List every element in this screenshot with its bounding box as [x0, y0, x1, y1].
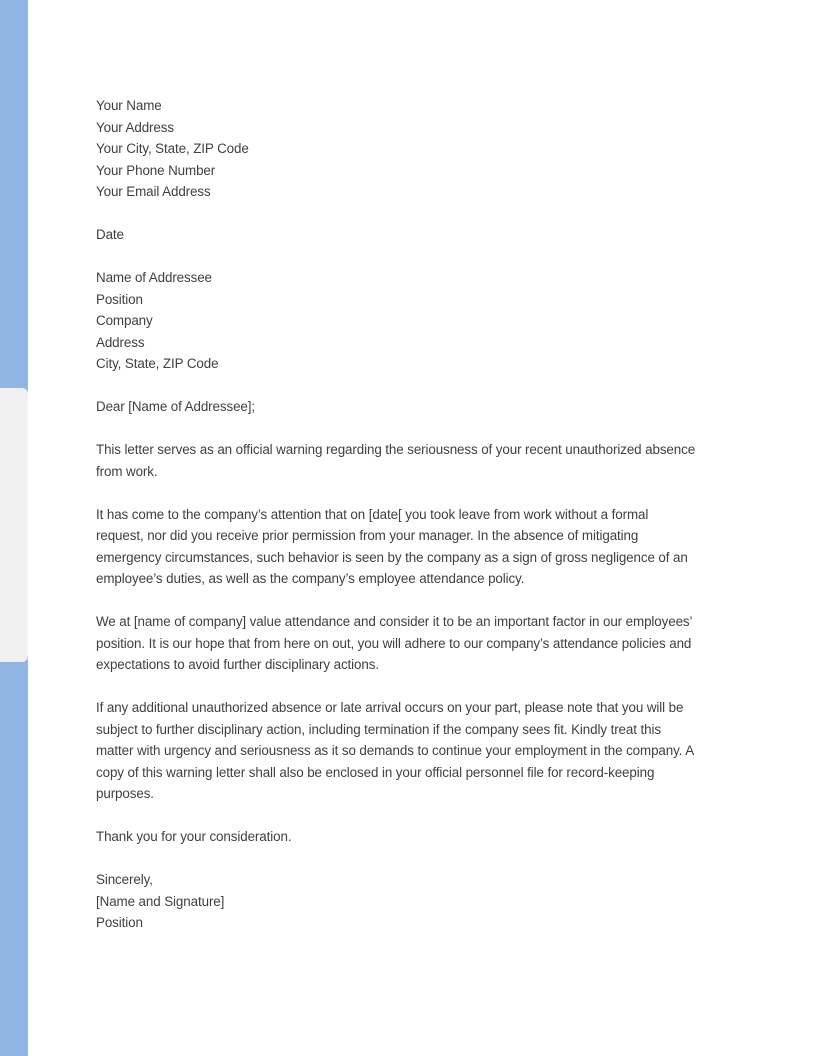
paragraph-line: purposes. — [96, 786, 154, 801]
paragraph-line: It has come to the company’s attention that on [date[ you took leave from work without a formal — [96, 506, 649, 522]
signer-position: Position — [96, 915, 143, 930]
salutation: Dear [Name of Addressee]; — [96, 399, 256, 414]
thanks-line: Thank you for your consideration. — [96, 829, 292, 844]
paragraph-1 — [96, 439, 718, 482]
paragraph-3 — [96, 611, 718, 676]
paragraph-line: from work. — [96, 463, 158, 479]
side-tab-panel — [0, 388, 28, 662]
recipient-city-state-zip: City, State, ZIP Code — [96, 356, 219, 371]
paragraph-line: position. It is our hope that from here on out, you will adhere to our company’s attendance policies and — [96, 635, 692, 651]
sender-block — [96, 95, 718, 203]
recipient-name: Name of Addressee — [96, 270, 212, 285]
sender-name: Your Name — [96, 98, 162, 113]
sender-address: Your Address — [96, 119, 174, 135]
paragraph-line: emergency circumstances, such behavior is seen by the company as a sign of gross negligence of an — [96, 549, 688, 565]
paragraph-2 — [96, 504, 718, 590]
signature-placeholder: [Name and Signature] — [96, 893, 225, 909]
paragraph-line: employee’s duties, as well as the company’s employee attendance policy. — [96, 571, 525, 586]
letter-body — [96, 95, 718, 934]
recipient-position: Position — [96, 291, 143, 307]
recipient-block — [96, 267, 718, 375]
sender-email: Your Email Address — [96, 184, 211, 199]
paragraph-4 — [96, 697, 718, 805]
closing-block — [96, 869, 718, 934]
sender-phone: Your Phone Number — [96, 162, 216, 178]
paragraph-line: subject to further disciplinary action, including termination if the company sees fit. Kindly treat this — [96, 721, 661, 737]
recipient-company: Company — [96, 313, 153, 328]
paragraph-line: copy of this warning letter shall also be enclosed in your official personnel file for record-keeping — [96, 764, 655, 780]
paragraph-line: We at [name of company] value attendance and consider it to be an important factor in our employees’ — [96, 614, 693, 629]
paragraph-line: This letter serves as an official warning regarding the seriousness of your recent unauthorized absence — [96, 442, 696, 457]
letter-date: Date — [96, 227, 124, 242]
sign-off: Sincerely, — [96, 872, 153, 887]
sender-city-state-zip: Your City, State, ZIP Code — [96, 141, 249, 156]
paragraph-line: request, nor did you receive prior permission from your manager. In the absence of mitigating — [96, 528, 639, 543]
paragraph-line: If any additional unauthorized absence or late arrival occurs on your part, please note that you will be — [96, 700, 684, 715]
paragraph-line: expectations to avoid further disciplinary actions. — [96, 657, 379, 672]
recipient-address: Address — [96, 334, 145, 350]
paragraph-line: matter with urgency and seriousness as it so demands to continue your employment in the company. A — [96, 743, 695, 758]
